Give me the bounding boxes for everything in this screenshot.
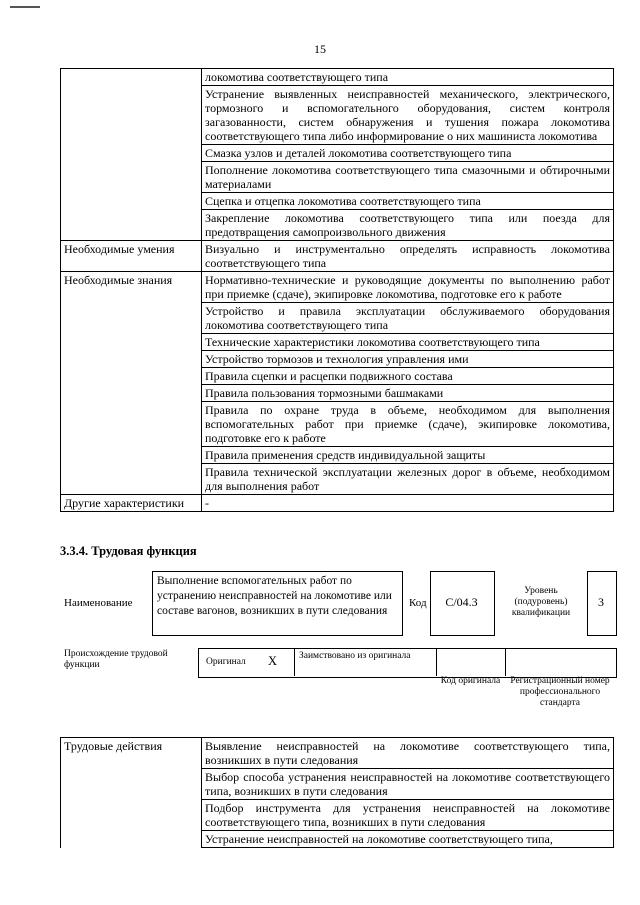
row-label xyxy=(61,351,202,368)
table-row xyxy=(61,831,614,848)
origin-divider xyxy=(436,648,437,676)
name-value: Выполнение вспомогательных работ по устранению неисправностей на локомотиве или составе вагонов, возникших в пути следования xyxy=(157,575,392,617)
row-label: Необходимые умения xyxy=(61,241,202,272)
page-number: 15 xyxy=(314,42,326,56)
code-label: Код xyxy=(409,597,427,609)
row-text: Правила по охране труда в объеме, необходимом для выполнения вспомогательных работ при приемке (сдаче), экипировке локомотива, подготовке его к работе xyxy=(202,402,614,447)
row-text: Устранение неисправностей на локомотиве соответствующего типа, xyxy=(202,831,614,848)
table-row xyxy=(61,351,614,368)
row-label: Необходимые знания xyxy=(61,272,202,303)
row-text: Визуально и инструментально определять исправность локомотива соответствующего типа xyxy=(202,241,614,272)
table-row xyxy=(61,800,614,831)
table-row xyxy=(61,769,614,800)
row-text: Подбор инструмента для устранения неисправностей на локомотиве соответствующего типа, возникших в пути следования xyxy=(202,800,614,831)
row-text: Пополнение локомотива соответствующего типа смазочными и обтирочными материалами xyxy=(202,162,614,193)
corner-mark xyxy=(10,6,40,8)
original-mark: X xyxy=(268,654,278,668)
row-text: Устранение выявленных неисправностей механического, электрического, тормозного и вспомогательного оборудования, систем контроля загазованности, систем обнаружения и тушения пожара локомотива соответствующего типа либо информирование о них машиниста локомотива xyxy=(202,86,614,145)
table-row xyxy=(61,447,614,464)
row-label xyxy=(61,334,202,351)
origin-label: Происхождение трудовой функции xyxy=(64,649,168,670)
table-row xyxy=(61,464,614,495)
code-value: C/04.3 xyxy=(445,595,478,609)
row-text: Закрепление локомотива соответствующего типа или поезда для предотвращения самопроизвольного движения xyxy=(202,210,614,241)
row-label xyxy=(61,402,202,447)
row-text: Устройство тормозов и технология управления ими xyxy=(202,351,614,368)
row-label xyxy=(61,210,202,241)
row-label xyxy=(61,145,202,162)
origin-divider xyxy=(505,648,506,676)
table-row xyxy=(61,162,614,193)
row-text: локомотива соответствующего типа xyxy=(202,69,614,86)
table-row xyxy=(61,368,614,385)
row-label xyxy=(61,86,202,145)
table-row xyxy=(61,241,614,272)
table-row xyxy=(61,193,614,210)
table-row xyxy=(61,145,614,162)
section-title: 3.3.4. Трудовая функция xyxy=(60,544,197,558)
row-text: Технические характеристики локомотива соответствующего типа xyxy=(202,334,614,351)
row-text: Правила пользования тормозными башмаками xyxy=(202,385,614,402)
row-label xyxy=(61,800,202,831)
row-label: Трудовые действия xyxy=(61,738,202,769)
row-label xyxy=(61,303,202,334)
table-row xyxy=(61,334,614,351)
row-text: Правила сцепки и расцепки подвижного состава xyxy=(202,368,614,385)
row-label xyxy=(61,162,202,193)
table-row xyxy=(61,272,614,303)
row-label xyxy=(61,69,202,86)
row-text: Правила применения средств индивидуальной защиты xyxy=(202,447,614,464)
actions-table xyxy=(60,737,614,848)
row-text: Нормативно-технические и руководящие документы по выполнению работ при приемке (сдаче), экипировке локомотива, подготовке его к работе xyxy=(202,272,614,303)
table-row xyxy=(61,86,614,145)
table-row xyxy=(61,303,614,334)
row-label xyxy=(61,385,202,402)
level-label: Уровень (подуровень) квалификации xyxy=(511,586,571,618)
row-label: Другие характеристики xyxy=(61,495,202,512)
row-text: Выбор способа устранения неисправностей на локомотиве соответствующего типа, возникших в пути следования xyxy=(202,769,614,800)
table-row xyxy=(61,210,614,241)
row-text: Смазка узлов и деталей локомотива соответствующего типа xyxy=(202,145,614,162)
row-label xyxy=(61,464,202,495)
row-label xyxy=(61,769,202,800)
table-row xyxy=(61,495,614,512)
origin-divider xyxy=(294,648,295,676)
row-text: Выявление неисправностей на локомотиве соответствующего типа, возникших в пути следования xyxy=(202,738,614,769)
table-row xyxy=(61,385,614,402)
original-label: Оригинал xyxy=(206,657,246,667)
code-caption: Код оригинала xyxy=(440,676,501,686)
row-text: Правила технической эксплуатации железных дорог в объеме, необходимом для выполнения работ xyxy=(202,464,614,495)
row-label xyxy=(61,831,202,848)
row-label xyxy=(61,368,202,385)
row-text: - xyxy=(202,495,614,512)
row-label xyxy=(61,193,202,210)
row-text: Устройство и правила эксплуатации обслуживаемого оборудования локомотива соответствующего типа xyxy=(202,303,614,334)
row-text: Сцепка и отцепка локомотива соответствующего типа xyxy=(202,193,614,210)
borrowed-label: Заимствовано из оригинала xyxy=(299,651,411,661)
table-row xyxy=(61,738,614,769)
name-label: Наименование xyxy=(64,597,133,609)
table-row xyxy=(61,69,614,86)
table-row xyxy=(61,402,614,447)
reg-caption: Регистрационный номер профессионального стандарта xyxy=(510,676,610,708)
row-label xyxy=(61,447,202,464)
competency-table xyxy=(60,68,614,512)
level-value: 3 xyxy=(598,595,604,609)
